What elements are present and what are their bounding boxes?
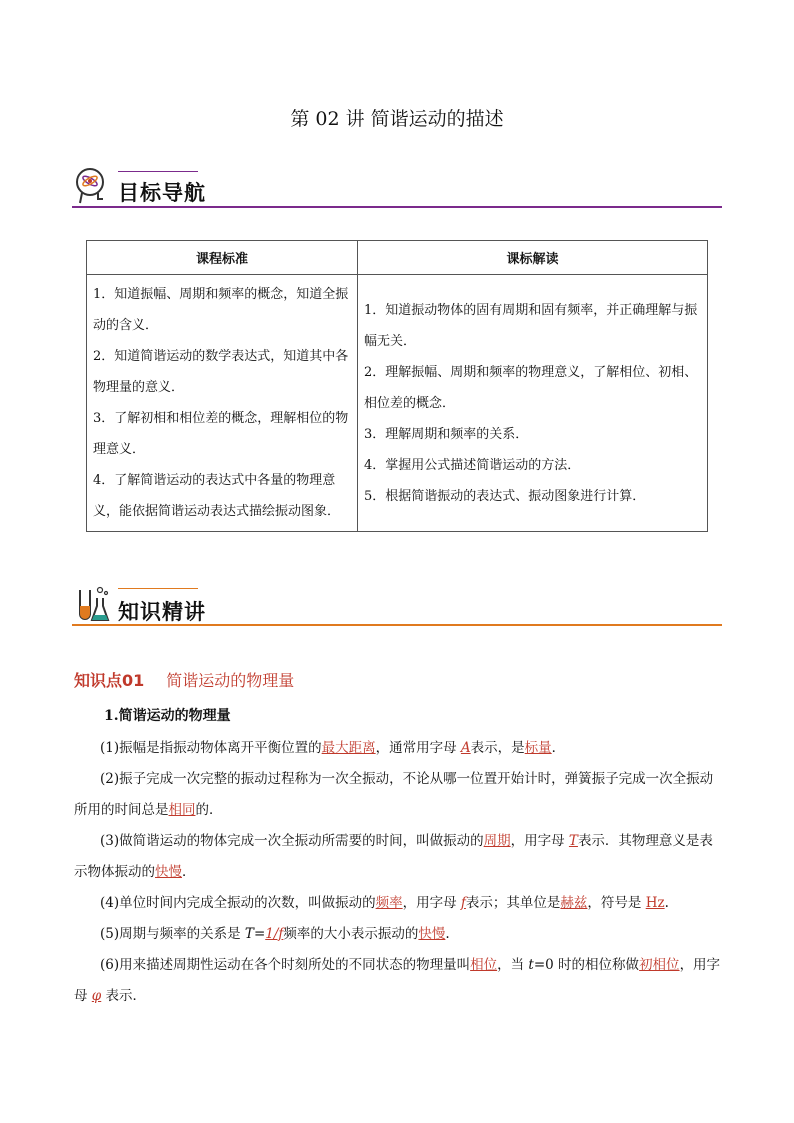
paragraph: [74, 950, 724, 1012]
table-header: 课程标准: [87, 241, 358, 275]
knowledge-point-label: 知识点01: [74, 671, 145, 690]
section-title: 知识精讲: [118, 600, 206, 624]
paragraph: [74, 826, 724, 888]
highlight: 频率: [375, 895, 403, 911]
text: ，通常用字母: [375, 740, 461, 756]
section-top-line: [118, 588, 198, 589]
text: (2)振子完成一次完整的振动过程称为一次全振动，不论从哪一位置开始计时，弹簧振子完成一次全振动所用的时间总是: [74, 771, 714, 818]
page-title: 第 02 讲 简谐运动的描述: [290, 108, 504, 130]
text: ．: [551, 740, 566, 756]
list-item: 4．了解简谐运动的表达式中各量的物理意义，能依据简谐运动表达式描绘振动图象．: [93, 473, 341, 519]
text: =: [253, 926, 266, 942]
text: 表示．其物理意义是表示物体振动的: [74, 833, 713, 880]
text: .: [445, 926, 450, 942]
paragraph: [74, 733, 724, 764]
knowledge-point-title: 简谐运动的物理量: [166, 671, 295, 690]
text: (3)做简谐运动的物体完成一次全振动所需要的时间，叫做振动的: [100, 833, 484, 849]
highlight: 快慢: [155, 864, 182, 880]
flask-icon: [72, 584, 112, 624]
highlight: 最大距离: [321, 740, 376, 756]
brain-icon: [72, 165, 112, 205]
highlight: 初相位: [639, 957, 680, 973]
text: ，用字母: [74, 957, 721, 1004]
list-item: 1．知道振幅、周期和频率的概念，知道全振动的含义．: [93, 287, 349, 333]
highlight: 周期: [483, 833, 511, 849]
highlight: A: [460, 740, 471, 756]
highlight: 相位: [470, 957, 498, 973]
table-cell-interpretation: [358, 275, 708, 532]
text: 表示；其单位是: [465, 895, 561, 911]
section-rule: [72, 624, 722, 626]
text: (4)单位时间内完成全振动的次数，叫做振动的: [100, 895, 376, 911]
text: 频率的大小表示振动的: [283, 926, 419, 942]
text: ，当: [497, 957, 529, 973]
text: 表示．: [101, 988, 147, 1004]
text: ，用字母: [510, 833, 569, 849]
highlight: f: [460, 895, 466, 911]
section-rule: [72, 206, 722, 208]
highlight: 赫兹: [560, 895, 588, 911]
list-item: 2．知道简谐运动的数学表达式，知道其中各物理量的意义．: [93, 349, 349, 395]
text: =0 时的相位称做: [533, 957, 640, 973]
table-header-row: [87, 241, 708, 275]
text: ，用字母: [402, 895, 461, 911]
table-row: [87, 275, 708, 532]
paragraph: [74, 764, 724, 826]
highlight: 标量: [524, 740, 552, 756]
highlight: Hz: [645, 895, 665, 911]
highlight: T: [568, 833, 578, 849]
text: (6)用来描述周期性运动在各个时刻所处的不同状态的物理量叫: [100, 957, 471, 973]
text: ．: [182, 864, 196, 880]
text: .: [664, 895, 669, 911]
highlight: φ: [91, 988, 102, 1004]
symbol: t: [528, 957, 534, 973]
text: ，符号是: [587, 895, 646, 911]
section-top-line: [118, 171, 198, 172]
text: 表示，是: [470, 740, 525, 756]
list-item: 2．理解振幅、周期和频率的物理意义，了解相位、初相、相位差的概念．: [364, 364, 698, 411]
list-item: 4．掌握用公式描述简谐运动的方法．: [364, 457, 581, 473]
symbol: T: [244, 926, 254, 942]
section-title: 目标导航: [118, 181, 206, 205]
text: 的．: [195, 802, 223, 818]
knowledge-point-heading: [74, 668, 294, 691]
highlight: 快慢: [418, 926, 446, 942]
standards-table: [86, 240, 708, 532]
list-item: 5．根据简谐振动的表达式、振动图象进行计算．: [364, 488, 646, 504]
subheading: 1.简谐运动的物理量: [104, 708, 231, 724]
list-item: 1．知道振动物体的固有周期和固有频率，并正确理解与振幅无关．: [364, 302, 698, 349]
highlight: 相同: [168, 802, 196, 818]
list-item: 3．了解初相和相位差的概念，理解相位的物理意义．: [93, 411, 349, 457]
text: (1)振幅是指振动物体离开平衡位置的: [100, 740, 322, 756]
paragraph: [74, 888, 724, 919]
text: (5)周期与频率的关系是: [100, 926, 245, 942]
table-cell-standards: [87, 275, 358, 532]
table-header: 课标解读: [358, 241, 708, 275]
paragraph: [74, 919, 724, 950]
list-item: 3．理解周期和频率的关系．: [364, 426, 529, 442]
section-goals-header: [72, 165, 722, 209]
highlight: 1/f: [265, 926, 284, 942]
section-knowledge-header: [72, 584, 722, 628]
